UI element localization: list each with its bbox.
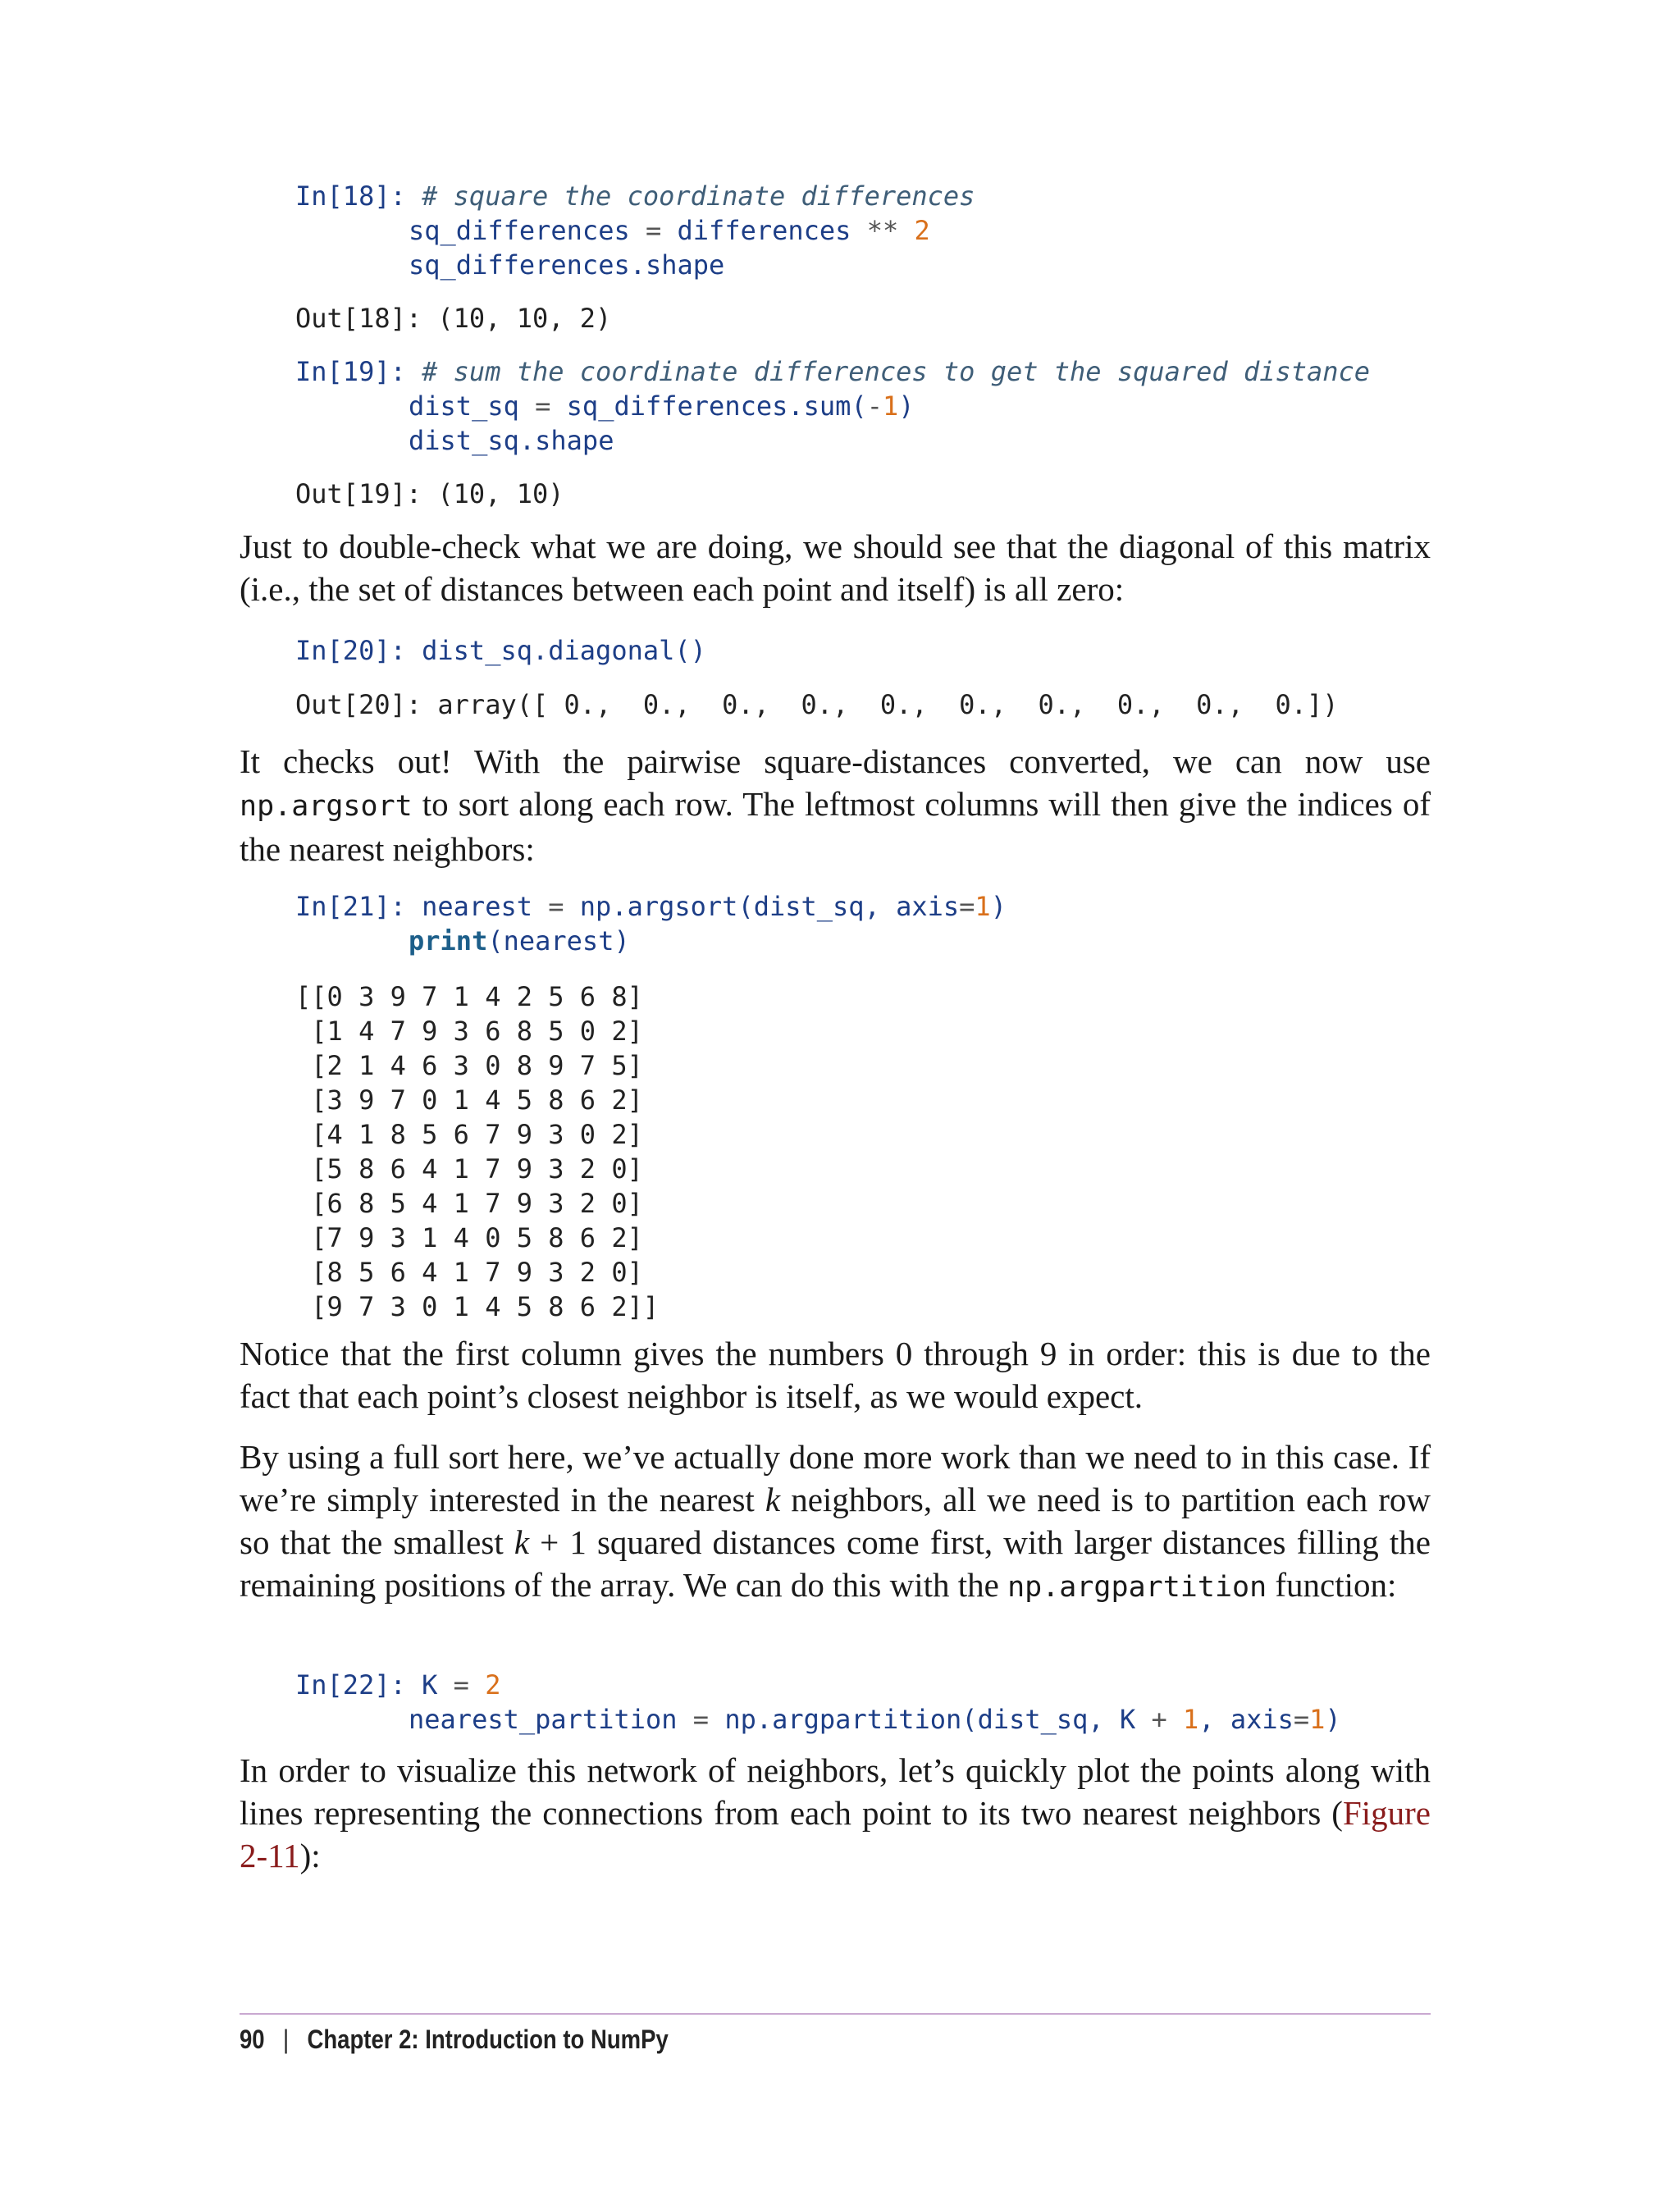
code-operator: = xyxy=(959,891,975,922)
code-token: dist_sq xyxy=(409,390,519,422)
page-footer xyxy=(240,2025,669,2055)
matrix-row: [[0 3 9 7 1 4 2 5 6 8] xyxy=(295,981,643,1012)
code-space xyxy=(1167,1704,1183,1735)
math-variable: k xyxy=(514,1523,530,1561)
paragraph-text: function: xyxy=(1267,1566,1397,1604)
code-token: np.argsort(dist_sq, axis xyxy=(579,891,960,922)
code-operator: = xyxy=(518,390,567,422)
code-cell-out18 xyxy=(295,301,611,336)
paragraph-argsort xyxy=(240,740,1431,870)
paragraph-diagonal-check: Just to double-check what we are doing, we should see that the diagonal of this matrix (i.e., the set of distances between each point and itself) is all zero: xyxy=(240,527,1431,608)
code-cell-in18 xyxy=(295,179,975,282)
input-prompt: In[21]: xyxy=(295,891,406,922)
inline-code: np.argpartition xyxy=(1007,1571,1267,1604)
output-prompt: Out[19]: xyxy=(295,478,422,509)
code-token: (nearest) xyxy=(487,925,630,956)
code-cell-in20 xyxy=(295,633,706,668)
matrix-row: [8 5 6 4 1 7 9 3 2 0] xyxy=(295,1257,643,1288)
code-operator: = xyxy=(437,1669,486,1701)
output-value: (10, 10) xyxy=(422,478,564,509)
code-number: 1 xyxy=(975,891,991,922)
input-prompt: In[18]: xyxy=(295,180,406,212)
paragraph-argpartition xyxy=(240,1436,1431,1609)
chapter-title: Chapter 2: Introduction to NumPy xyxy=(307,2025,669,2054)
code-operator: - xyxy=(866,390,883,422)
figure-reference-link[interactable]: Figure 2-11 xyxy=(240,1794,1431,1874)
code-number: 1 xyxy=(882,390,899,422)
code-output-matrix xyxy=(295,979,659,1324)
code-token: , axis xyxy=(1198,1704,1294,1735)
code-number: 2 xyxy=(485,1669,501,1701)
code-token: ) xyxy=(898,390,915,422)
input-prompt: In[19]: xyxy=(295,356,406,387)
code-operator: = xyxy=(629,215,678,246)
code-token: dist_sq.shape xyxy=(409,425,614,456)
input-prompt: In[22]: xyxy=(295,1669,406,1701)
matrix-row: [5 8 6 4 1 7 9 3 2 0] xyxy=(295,1153,643,1185)
code-token: differences xyxy=(677,215,851,246)
code-operator: + xyxy=(1151,1704,1167,1735)
code-operator: = xyxy=(1293,1704,1310,1735)
code-comment: # sum the coordinate differences to get the squared distance xyxy=(422,356,1371,387)
code-token: sq_differences.shape xyxy=(409,249,725,281)
paragraph-text: By using a full sort here, we’ve actually done more work than we need to in this case. If we’re simply interested in the nearest xyxy=(240,1438,1431,1518)
matrix-row: [2 1 4 6 3 0 8 9 7 5] xyxy=(295,1050,643,1081)
code-token: ) xyxy=(990,891,1007,922)
code-number: 1 xyxy=(1183,1704,1199,1735)
footer-divider xyxy=(240,2013,1431,2015)
code-number: 1 xyxy=(1309,1704,1326,1735)
code-token: dist_sq.diagonal() xyxy=(405,635,706,666)
paragraph-text: ): xyxy=(299,1837,321,1874)
footer-separator: | xyxy=(282,2025,290,2054)
matrix-row: [6 8 5 4 1 7 9 3 2 0] xyxy=(295,1188,643,1219)
code-cell-out19 xyxy=(295,477,564,511)
paragraph-text: to sort along each row. The leftmost columns will then give the indices of the nearest neighbors: xyxy=(240,785,1431,868)
code-number: 2 xyxy=(914,215,930,246)
code-operator: = xyxy=(532,891,580,922)
code-token: K xyxy=(405,1669,438,1701)
code-token: ) xyxy=(1325,1704,1341,1735)
code-builtin: print xyxy=(409,925,488,956)
inline-code: np.argsort xyxy=(240,790,413,823)
paragraph-text: It checks out! With the pairwise square-distances converted, we can now use xyxy=(240,742,1431,780)
output-value: (10, 10, 2) xyxy=(422,303,612,334)
code-cell-in22 xyxy=(295,1668,1341,1737)
code-cell-in21 xyxy=(295,889,1007,958)
output-value: array([ 0., 0., 0., 0., 0., 0., 0., 0., 0., 0.]) xyxy=(422,689,1339,720)
page-number: 90 xyxy=(240,2025,265,2054)
paragraph-first-column: Notice that the first column gives the numbers 0 through 9 in order: this is due to the fact that each point’s closest neighbor is itself, as we would expect. xyxy=(240,1335,1431,1415)
paragraph-text: + 1 squared distances come first, with larger distances filling the remaining positions of the array. We can do this with the xyxy=(240,1523,1431,1604)
output-prompt: Out[18]: xyxy=(295,303,422,334)
matrix-row: [9 7 3 0 1 4 5 8 6 2]] xyxy=(295,1291,660,1322)
paragraph-text: In order to visualize this network of neighbors, let’s quickly plot the points along with lines representing the connections from each point to its two nearest neighbors ( xyxy=(240,1751,1431,1832)
matrix-row: [3 9 7 0 1 4 5 8 6 2] xyxy=(295,1084,643,1116)
code-token: nearest xyxy=(405,891,532,922)
matrix-row: [4 1 8 5 6 7 9 3 0 2] xyxy=(295,1119,643,1150)
code-operator: = xyxy=(677,1704,725,1735)
paragraph-visualize xyxy=(240,1749,1431,1877)
code-operator: ** xyxy=(851,215,915,246)
input-prompt: In[20]: xyxy=(295,635,406,666)
matrix-row: [7 9 3 1 4 0 5 8 6 2] xyxy=(295,1222,643,1253)
math-variable: k xyxy=(765,1481,781,1518)
paragraph-text: neighbors, all we need is to partition each row so that the smallest xyxy=(240,1481,1431,1561)
output-prompt: Out[20]: xyxy=(295,689,422,720)
matrix-row: [1 4 7 9 3 6 8 5 0 2] xyxy=(295,1016,643,1047)
code-token: sq_differences xyxy=(409,215,630,246)
code-cell-in19 xyxy=(295,354,1370,458)
code-token: sq_differences.sum( xyxy=(566,390,867,422)
code-cell-out20 xyxy=(295,687,1339,722)
code-token: nearest_partition xyxy=(409,1704,678,1735)
code-comment: # square the coordinate differences xyxy=(422,180,975,212)
code-token: np.argpartition(dist_sq, K xyxy=(724,1704,1152,1735)
